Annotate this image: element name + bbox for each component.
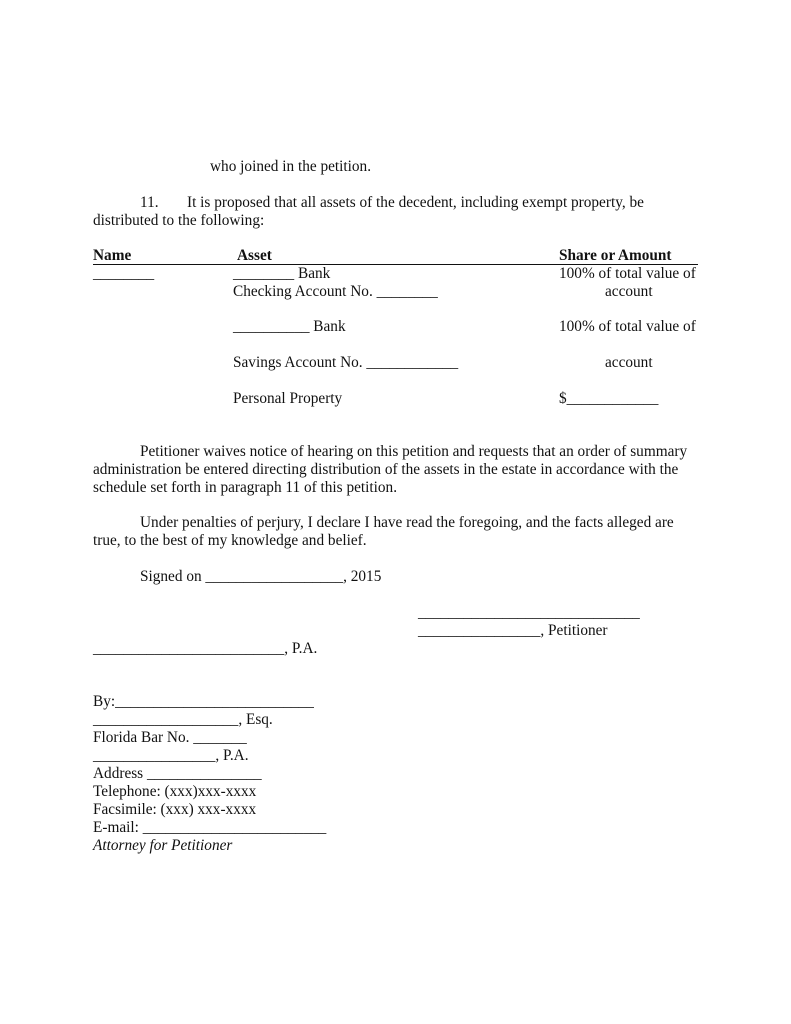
row1-share-line2: account: [605, 283, 653, 300]
name-blank: ________: [93, 265, 155, 282]
row2-asset-line2: Savings Account No. ____________: [233, 354, 459, 371]
email-line: E-mail: ________________________: [93, 819, 327, 836]
perjury-line2: true, to the best of my knowledge and belief.: [93, 532, 367, 549]
attorney-role: Attorney for Petitioner: [93, 837, 233, 854]
petitioner-name: ________________, Petitioner: [418, 622, 608, 639]
paragraph-11-line2: distributed to the following:: [93, 212, 265, 229]
row3-asset: Personal Property: [233, 390, 343, 407]
address-line: Address _______________: [93, 765, 262, 782]
perjury-line1: Under penalties of perjury, I declare I have read the foregoing, and the facts alleged are: [140, 514, 674, 531]
facsimile-line: Facsimile: (xxx) xxx-xxxx: [93, 801, 257, 818]
header-name: Name: [93, 247, 132, 264]
petitioner-signature-line: _____________________________: [418, 604, 640, 621]
attorney-esq-line: ___________________, Esq.: [93, 711, 273, 728]
row3-share: $____________: [559, 390, 659, 407]
firm-line: _________________________, P.A.: [93, 640, 318, 657]
waiver-line2: administration be entered directing distribution of the assets in the estate in accordance with the: [93, 461, 679, 478]
telephone-line: Telephone: (xxx)xxx-xxxx: [93, 783, 257, 800]
paragraph-11-line1: It is proposed that all assets of the decedent, including exempt property, be: [187, 194, 644, 211]
attorney-firm-line: ________________, P.A.: [93, 747, 249, 764]
by-signature-line: By:__________________________: [93, 693, 314, 710]
row2-asset-line1: __________ Bank: [233, 318, 346, 335]
row2-share-line2: account: [605, 354, 653, 371]
header-share: Share or Amount: [559, 247, 672, 264]
header-asset: Asset: [237, 247, 272, 264]
waiver-line1: Petitioner waives notice of hearing on this petition and requests that an order of summary: [140, 443, 688, 460]
row1-asset-line2: Checking Account No. ________: [233, 283, 438, 300]
intro-line: who joined in the petition.: [210, 158, 372, 175]
florida-bar-number: Florida Bar No. _______: [93, 729, 247, 746]
paragraph-number: 11.: [140, 194, 159, 211]
row1-share-line1: 100% of total value of: [559, 265, 696, 282]
signed-on-line: Signed on __________________, 2015: [140, 568, 382, 585]
row2-share-line1: 100% of total value of: [559, 318, 696, 335]
waiver-line3: schedule set forth in paragraph 11 of this petition.: [93, 479, 398, 496]
row1-asset-line1: ________ Bank: [233, 265, 331, 282]
